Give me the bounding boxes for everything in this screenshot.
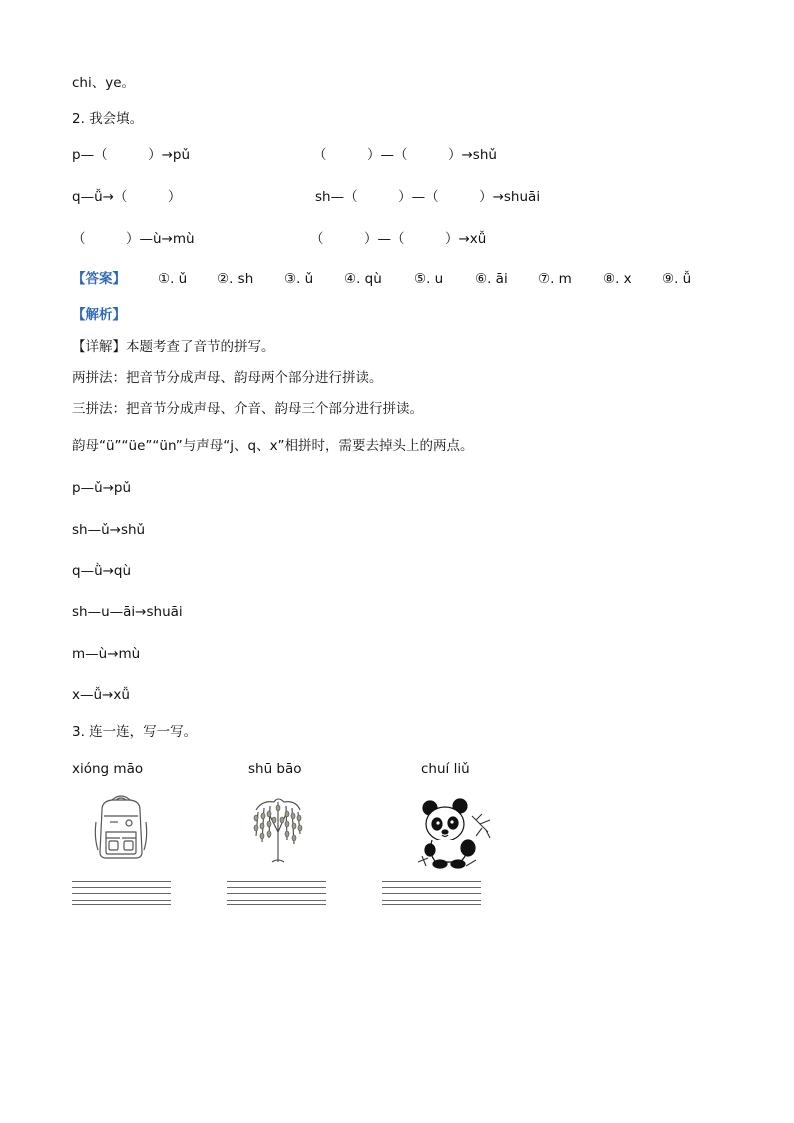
detail-line	[72, 338, 275, 356]
pinyin-label: xióng māo	[72, 761, 144, 777]
spelling-step: sh—u—āi→shuāi	[72, 604, 183, 620]
fill-row-2-left: q—ǚ→（ ）	[72, 189, 182, 205]
question-3-title: 3. 连一连，写一写。	[72, 724, 198, 740]
willow-picture[interactable]	[248, 792, 308, 866]
panda-picture[interactable]	[416, 796, 492, 870]
writing-lines[interactable]	[227, 881, 326, 905]
spelling-step: p—ǔ→pǔ	[72, 480, 132, 496]
three-part-method: 三拼法：把音节分成声母、介音、韵母三个部分进行拼读。	[72, 401, 423, 417]
answer-item-7: ⑦. m	[538, 271, 572, 287]
answer-item-4: ④. qù	[344, 271, 382, 287]
backpack-picture[interactable]	[92, 792, 150, 862]
answer-item-2: ②. sh	[217, 271, 254, 287]
answer-item-1: ①. ǔ	[158, 271, 188, 287]
answer-item-9: ⑨. ǚ	[662, 271, 692, 287]
answer-item-3: ③. ǔ	[284, 271, 314, 287]
spelling-step: x—ǚ→xǚ	[72, 687, 130, 703]
spelling-step: q—ǜ→qù	[72, 563, 132, 579]
answer-item-8: ⑧. x	[603, 271, 632, 287]
pinyin-label: shū bāo	[248, 761, 302, 777]
spelling-step: sh—ǔ→shǔ	[72, 522, 146, 538]
previous-answer-line: chi、ye。	[72, 75, 136, 91]
detail-tag: 【详解】	[72, 339, 126, 355]
umlaut-rule: 韵母“ü”“üe”“ün”与声母“j、q、x”相拼时，需要去掉头上的两点。	[72, 438, 474, 454]
fill-row-2-right: sh—（ ）—（ ）→shuāi	[315, 189, 541, 205]
fill-row-1-right: （ ）—（ ）→shǔ	[313, 147, 497, 163]
pinyin-label: chuí liǔ	[421, 761, 470, 777]
answer-item-6: ⑥. āi	[475, 271, 508, 287]
spelling-step: m—ù→mù	[72, 646, 141, 662]
answer-item-5: ⑤. u	[414, 271, 444, 287]
writing-lines[interactable]	[382, 881, 481, 905]
question-2-title: 2. 我会填。	[72, 111, 144, 127]
answer-tag: 【答案】	[72, 271, 126, 287]
detail-text: 本题考查了音节的拼写。	[126, 339, 275, 355]
fill-row-3-right: （ ）—（ ）→xǚ	[310, 231, 487, 247]
fill-row-1-left: p—（ ）→pǔ	[72, 147, 191, 163]
fill-row-3-left: （ ）—ù→mù	[72, 231, 195, 247]
writing-lines[interactable]	[72, 881, 171, 905]
two-part-method: 两拼法：把音节分成声母、韵母两个部分进行拼读。	[72, 370, 383, 386]
analysis-tag: 【解析】	[72, 307, 126, 323]
